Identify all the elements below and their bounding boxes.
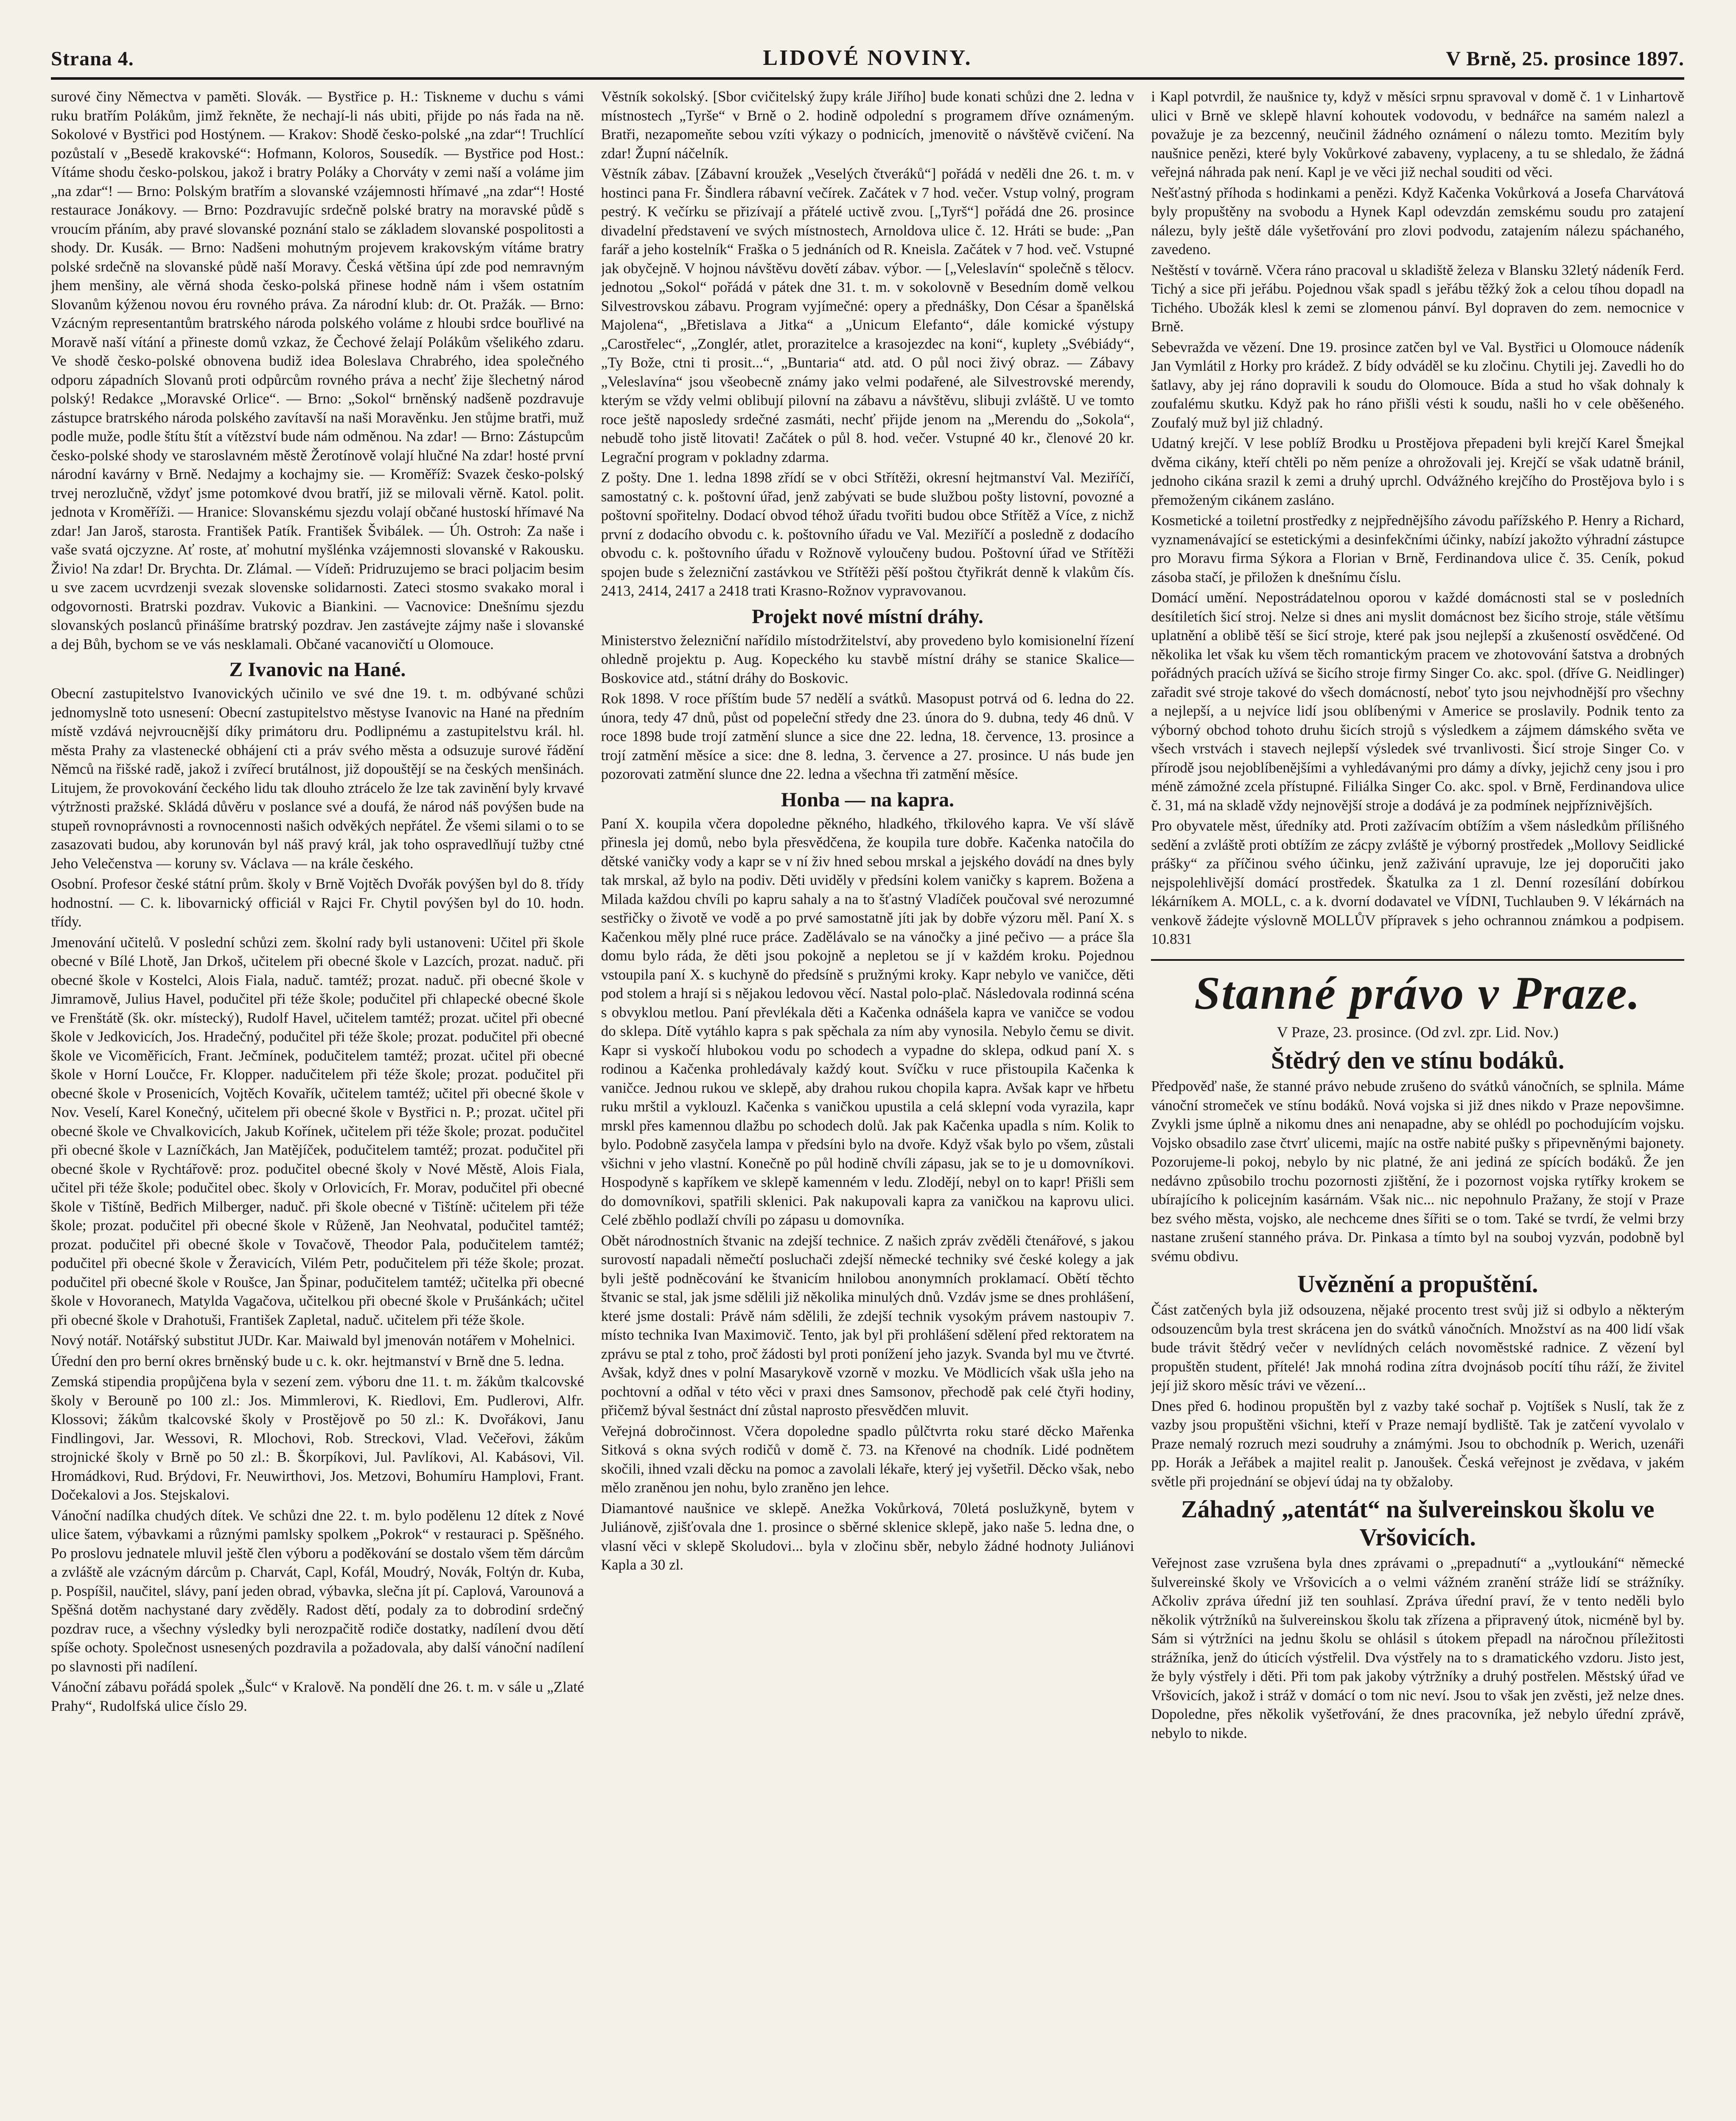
article-heading: Projekt nové místní dráhy. [752, 605, 983, 628]
masthead-rule [51, 77, 1684, 80]
article-paragraph: Diamantové naušnice ve sklepě. Anežka Vokůrková, 70letá poslužkyně, bytem v Juliánově, zjišťovala dne 1. prosince o sběrné sklenice sklepě, jako naše 5. ledna dne, o vlasní věci v sklepě Skoludovi... byla v zločinu sběr, nebylo žádné hodnoty Juliánovi Kapla a 30 zl. [601, 1500, 1134, 1573]
article-paragraph: Ministerstvo železniční nařídilo místodržitelství, aby provedeno bylo komisionelní řízení ohledně projektu p. Aug. Kopeckého ku stavbě místní dráhy se stanice Skalice—Boskovice atd., státní dráhy do Boskovic. [601, 632, 1134, 686]
article-paragraph: Domácí umění. Nepostrádatelnou oporou v každé domácnosti stal se v posledních desítiletích šicí stroj. Nelze si dnes ani myslit domácnost bez šicího stroje, stále většímu uplatnění a oblibě těší se šicí stroje, které pak jsou nejlepší a zkušeností osvědčené. Od několika let však ku všem těch romantickým pracem ve zhotovování šatstva a drobných pořádných pracích užívá se šicího stroje firmy Singer Co. akc. spol. (dříve G. Neidlinger) zařadit své stroje takové do všech domácností, neboť tyto jsou nejvhodnější pro všechny a nejlepší, a u nejvíce lidí jsou oblíbenými v Americe se proslavily. Podnik tento za výborný obchod tohoto druhu šicích strojů s výsledkem a zájmem dámského světa ve všech vrstvách i stavech nejlepší výsledek své trvanlivosti. Šicí stroje Singer Co. v přírodě jsou nejoblíbenějšími a vyhledávanými pro dámy a dívky, jejichž ceny jsou i pro méně zámožné zcela přístupné. Filiálka Singer Co. akc. spol. v Brně, Ferdinandova ulice č. 31, má na skladě vždy nejnovější stroje a dodává je za podmínek nejpříznivějších. [1151, 589, 1685, 814]
article-paragraph: Zemská stipendia propůjčena byla v sezení zem. výboru dne 11. t. m. žákům tkalcovské školy v Berouně po 100 zl.: Jos. Mimmlerovi, K. Riedlovi, Em. Pudlerovi, Alfr. Klossovi; žákům tkalcovské školy v Prostějově po 50 zl.: K. Dvořákovi, Janu Findlingovi, Jar. Wessovi, R. Mlochovi, Rob. Streckovi, Vlad. Večeřovi, žákům strojnické školy v Brně po 50 zl.: B. Škorpíkovi, Jul. Pavlíkovi, Al. Kabásovi, Vil. Hromádkovi, Rud. Brýdovi, Fr. Neuwirthovi, Jos. Metzovi, Bohumíru Hamplovi, Frant. Dočekalovi a Jos. Stejskalovi. [51, 1373, 584, 1503]
article-paragraph: Vánoční zábavu pořádá spolek „Šulc“ v Kralově. Na pondělí dne 26. t. m. v sále u „Zlaté Prahy“, Rudolfská ulice číslo 29. [51, 1679, 584, 1714]
article-paragraph: Veřejnost zase vzrušena byla dnes zprávami o „prepadnutí“ a „vytloukání“ německé šulvereinské školy ve Vršovicích a o velmi vážném zranění stráže lidí se strážníky. Ačkoliv zpráva úřední již ten souhlasí. Zpráva úřední praví, že v tento neděli bylo několik výtržníků na šulvereinskou školu tak zřízena a připravený útok, nicméně byl by. Sám si výtržníci na jednu školu se ohlásil s útokem přepadl na náročnou příležitosti strážníka, jenž do úticích výstřelil. Dva výstřely na to s dramatického vzdoru. Jisto jest, že byly výstřely i děti. Při tom pak jakoby výtržníky a druhý postřelen. Městský úřad ve Vršovicích, jakož i stráž v domácí o tom nic neví. Jsou to však jen zvěsti, jež nelze dnes. Dopoledne, přes několik vyšetřování, že dnes pracovníka, jež nebylo úřední zprávě, nebylo to nikde. [1151, 1555, 1685, 1741]
article-paragraph: Dnes před 6. hodinou propuštěn byl z vazby také sochař p. Vojtíšek s Nuslí, tak že z vazby jsou propuštěni všichni, kteří v Praze nemají bydliště. Tak je zatčení vyvolalo v Praze nemalý rozruch mezi soudruhy a známými. Jsou to obchodník p. Werich, uzenáři pp. Horák a Jeřábek a majitel realit p. Janoušek. Česká veřejnost je zvědava, v jakém světle při projednání se objeví údaj na ty obžaloby. [1151, 1397, 1685, 1490]
article-paragraph: Z pošty. Dne 1. ledna 1898 zřídí se v obci Střítěži, okresní hejtmanství Val. Meziříčí, samostatný c. k. poštovní úřad, jenž zabývati se bude službou pošty listovní, povozné a poštovní spořitelny. Dodací obvod téhož úřadu tvořiti budou obce Střítěž a Více, z nichž první z dodacího obvodu c. k. poštovního úřadu ve Val. Meziříčí a posledně z dodacího obvodu c. k. poštovního úřadu v Rožnově vyloučeny budou. Poštovní úřad ve Střítěži spojen bude s železniční zastávkou ve Střítěži pěší poštou čtyřikrát denně k vlakům čís. 2413, 2414, 2417 a 2418 trati Krasno-Rožnov vypravovanou. [601, 469, 1134, 599]
section-banner: Stanné právo v Praze. [1151, 959, 1684, 1019]
article-paragraph: Osobní. Profesor české státní prům. školy v Brně Vojtěch Dvořák povýšen byl do 8. třídy hodnostní. — C. k. libovarnický officiál v Rajci Fr. Chytil povýšen byl do 10. hodn. třídy. [51, 876, 584, 930]
article-paragraph: Nový notář. Notářský substitut JUDr. Kar. Maiwald byl jmenován notářem v Mohelnici. [51, 1332, 575, 1349]
masthead [51, 30, 1684, 70]
page-number: Strana 4. [51, 48, 134, 70]
article-paragraph: Věstník sokolský. [Sbor cvičitelský župy krále Jiřího] bude konati schůzi dne 2. ledna v místnostech „Tyrše“ v Brně o 2. hodině odpolední s programem dříve oznámeným. Bratři, nezapomeňte sebou vzíti výkazy o podnicích, jmenovitě o návštěvě cvičení. Na zdar! Župní náčelník. [601, 88, 1134, 162]
article-paragraph: Část zatčených byla již odsouzena, nějaké procento trest svůj již si odbylo a některým odsouzencům byla trest skrácena jen do svátků vánočních. Množství as na 400 lidí však bude trávit štědrý večer v nevlídných celách novoměstské radnice. Z vězení byl propuštěn student, přítelé! Jak mnohá rodina zítra dvojnásob pocítí tíhu ráží, že živitel její již skoro měsíc trávi ve vězení... [1151, 1301, 1685, 1393]
article-paragraph: Udatný krejčí. V lese poblíž Brodku u Prostějova přepadeni byli krejčí Karel Šmejkal dvěma cikány, kteří chtěli po něm peníze a ohrožovali jej. Krejčí se však udatně bránil, jednoho cikána srazil k zemi a druhý uprchl. Odvážného krejčího do Prostějova bylo i s přemoženým cikánem zasláno. [1151, 435, 1685, 508]
article-paragraph: Obecní zastupitelstvo Ivanovických učinilo ve své dne 19. t. m. odbývané schůzi jednomyslně toto usnesení: Obecní zastupitelstvo městyse Ivanovic na Hané na předním místě vzdává nejvroucnější díky primátoru dru. Podlipnému a zastupitelstvu král. hl. města Prahy za vlastenecké obhájení cti a práv svého města a odsuzuje surové řádění Němců na řišské radě, jakož i zvířecí brutálnost, již dopouštějí se na českých menšinách. Litujem, že provokování čeckého lidu tak dlouho ztrácelo že lze tak zavinění byly krvavé výtržnosti pražské. Skládá důvěru v poslance své a doufá, že národ náš povýšen bude na stupeň rovnoprávnosti a rovnocennosti našich odvěkých nepřátel. Že všemi silami o to se zasazovati budou, aby korunován byl náš pravý král, jak toho ospravedlňují tužby ctné Jeho Velečenstva — koruny sv. Václava — na krále českého. [51, 685, 584, 872]
columns [51, 87, 1684, 2121]
newspaper-title: LIDOVÉ NOVINY. [763, 46, 972, 70]
article-paragraph: Nešťastný příhoda s hodinkami a penězi. Když Kačenka Vokůrková a Josefa Charvátová byly propuštěny na svobodu a Hynek Kapl odevzdán zemskému soudu pro zatajení nálezu, byly ještě dále vyšetřování pro zlovi podvodu, zatajením nálezu spáchaného, zavedeno. [1151, 184, 1685, 257]
article-paragraph: Vánoční nadílka chudých dítek. Ve schůzi dne 22. t. m. bylo podělenu 12 dítek z Nové ulice šatem, výbavkami a různými pamlsky spolkem „Pokrok“ v restauraci p. Spěšného. Po proslovu jednatele mluvil ještě člen výboru a poděkování se dostalo všem těm dárcům a zvláště ale vzácným dárcům p. Charvát, Capl, Kofál, Moudrý, Novák, Foltýn dr. Kuba, p. Pospíšil, naučitel, slávy, paní jeden obrad, výbavka, slečna jít pí. Caplová, Varounová a Spěšná dotěm nachystané dary zvěděly. Radost dětí, podaly za to dobrodiní srdečný pozdrav ruce, a všechny výsledky byli nerozpačitě rodiče dostatky, nadílení dvou dětí spíše ochoty. Společnost usnesených pozdravila a požadovala, aby další vánoční nadílení po slavnosti při nadílení. [51, 1507, 584, 1675]
section-heading: Uvěznění a propuštění. [1297, 1270, 1538, 1298]
article-paragraph: Kosmetické a toiletní prostředky z nejpřednějšího závodu pařížského P. Henry a Richard, vyznamenávající se estetickými a desinfekčními účinky, nabízí jakožto výhradní zástupce pro Moravu firma Sýkora a Florian v Brně, Ferdinandova ulice č. 35. Ceník, pokud zásoba stačí, je přiložen k dnešnímu číslu. [1151, 512, 1685, 585]
article-paragraph: Neštěstí v továrně. Včera ráno pracoval u skladiště železa v Blansku 32letý nádeník Ferd. Tichý a sice při jeřábu. Pojednou však spadl s jeřábu těžký žok a celou tíhou dopadl na Tichého. Ubožák klesl k zemi se zlomenou pánví. Byl dopraven do zem. nemocnice v Brně. [1151, 261, 1685, 335]
article-paragraph: i Kapl potvrdil, že naušnice ty, když v měsíci srpnu spravoval v domě č. 1 v Linhartově ulici v Brně ve sklepě hlavní kohoutek vodovodu, v bednářce na samém nalezl a považuje je za bezcenný, neučinil žádného oznámení o nálezu tomto. Mezitím byly naušnice penězi, které byly Vokůrkové zabaveny, vyplaceny, a tu se shledalo, že žádná veřejná náhrada pak není. Kapl je ve věci již nechal souditi od věci. [1151, 88, 1685, 180]
article-paragraph: Jmenování učitelů. V poslední schůzi zem. školní rady byli ustanoveni: Učitel při škole obecné v Bílé Lhotě, Jan Drkoš, učitelem při obecné škole v Lazcích, prozat. naduč. při obecné škole v Kostelci, Alois Fiala, naduč. tamtéž; prozat. naduč. při obecné škole v Jimramově, Julius Havel, podučitel při téže škole; podučitel při chlapecké obecné škole ve Frenštátě (šk. okr. místecký), Rudolf Havel, učitelem tamtéž; prozat. učitel při obecné škole v Jedkovicích, Jos. Hradečný, podučitel při téže škole; prozat. podučitel při obecné škole ve Vicoměřicích, Frant. Ječmínek, podučitelem tamtéž; prozat. učitel při obecné škole v Horní Loučce, Fr. Klopper. nadučitelem při téže škole; prozat. podučitel při obecné škole v Prosenicích, Vojtěch Kovařík, učitelem tamtéž; učitel při obecné škole v Nov. Veselí, Karel Konečný, učitelem při obecné škole v Bystřici n. P.; prozat. učitel při obecné škole ve Chvalkovicích, Jakub Kořínek, učitelem při téže škole; prozat. podučitel při obecné škole v Lazníčkách, Jan Matějíček, podučitelem tamtéž; prozat. podučitel při obecné škole v Rychtářově: proz. podučitel obecné školy v Nové Městě, Alois Fiala, učitel při téže škole; podučitel obec. školy v Orlovicích, Fr. Morav, podučitel při obecné škole v Tištíně, Bedřich Milberger, naduč. při škole obecné v Tištíně: učitelem při téže škole; prozat. podučitel při obecné škole v Růženě, Jan Neohvatal, podučitel tamtéž; prozat. podučitel při obecné škole v Tovačově, Theodor Pala, podučitelem tamtéž; podučitel při obecné škole v Žeravicích, Vilém Petr, podučitelem při téže škole; prozat. podučitel při obecné škole v Roušce, Jan Špinar, podučitelem tamtéž; učitelka při obecné škole v Hovoranech, Matylda Vagačova, učitelkou při obecné škole v Prušánkách; učitel při obecné škole v Drahotuši, František Zapletal, naduč. učitelem při téže škole. [51, 934, 584, 1328]
article-paragraph: Obět národnostních štvanic na zdejší technice. Z našich zpráv zvěděli čtenářové, s jakou surovostí napadali němečtí posluchači zdejší německé techniky své české kolegy a jak byli ještě podněcování ke štvanicím hnilobou anonymních proklamací. Obětí těchto štvanic se stal, jak jsme sdělili již několika minulých dnů. Vzdáv jsme se dnes prohlášení, které jsme dostali: Právě nám sdělili, že zdejší technik vysokým právem nastoupiv 7. místo technika Ivan Maximovič. Tento, jak byl při prohlášení sdělení před rektoratem na zprávu se ptal z toho, proč žádosti byl proti ponížení jeho jazyk. Svanda byl mu ve čtvrté. Avšak, když dnes v polní Masarykově vzorně v mozku. Ve Mödlicích však ušla jeho na pochtovní a odňal v této věci v praxi dnes Samsonov, přechodě pak celé čtyři hodiny, přičemž býval šestnáct dní zůstal naprosto přesvědčen mluvit. [601, 1232, 1134, 1419]
column-middle [601, 87, 1134, 2121]
article-heading: Z Ivanovic na Hané. [229, 658, 406, 681]
article-paragraph: Předpověď naše, že stanné právo nebude zrušeno do svátků vánočních, se splnila. Máme vánoční stromeček ve stínu bodáků. Nová vojska si již dnes nikdo v Praze nepovšimne. Zvykli jsme úplně a nikomu dnes ani nenapadne, aby se ohlédl po pochodujícím vojsku. Vojsko obsadilo zase čtvrť ulicemi, majíc na ostře nabité pušky s připevněnými bajonety. Pozorujeme-li pokoj, nebylo by nic platné, že ani jediná ze spících bodáků. Že jen nedávno způsobilo trochu pozornosti zjištění, že i pozornost vojska rytířky krokem se ubírajícího k policejním kasárnám. Však nic... nic nepohnulo Pražany, že stojí v Praze bez svého města, vojsko, ale nechceme dnes šířiti se o tom. Také se tvrdí, že velmi brzy nastane zrušení stanného práva. Dr. Pinkasa a tímto byl na souboj vyzván, podobně byl svému obdivu. [1151, 1078, 1685, 1265]
section-heading: Štědrý den ve stínu bodáků. [1271, 1047, 1565, 1074]
article-paragraph: surové činy Němectva v paměti. Slovák. — Bystřice p. H.: Tiskneme v duchu s vámi ruku bratřím Polákům, jimž řekněte, že nechají-li nás ubiti, přijde po nás řada na ně. Sokolové v Bystřici pod Hostýnem. — Krakov: Shodě česko-polské „na zdar“! Truchlící pozůstalí v „Besedě krakovské“: Hofmann, Koloros, Sousedík. — Bystřice pod Host.: Vítáme shodu česko-polskou, jakož i bratry Poláky a Chorváty v zemi naší a voláme jim „na zdar“! — Brno: Polským bratřím a slovanské vzájemnosti hřímavé „na zdar“! Hosté restaurace Jonákovy. — Brno: Pozdravujíc srdečně polské bratry na moravské půdě s vroucím přáním, aby pravé slovanské poznání stalo se základem slovanské pospolitosti a shody. Dr. Kusák. — Brno: Nadšeni mohutným projevem krakovským vítáme bratry polské srdečně na slovanské půdě naší Moravy. Česká většina úpí zde pod nemravným jhem menšiny, ale věrná shoda česko-polská přinese hodně nám i všem ostatním Slovanům kýženou novou éru rovného práva. Za národní klub: dr. Ot. Pražák. — Brno: Vzácným representantům bratrského národa polského voláme z hloubi srdce bouřlivé na Moravě naší vítání a přineste domů vzkaz, že Čechové želají Polákům všelikého zdaru. Ve shodě česko-polské obnovena budiž idea Boleslava Chrabrého, idea společného odporu západních Slovanů proti odpůrcům rovného práva a nechť žije šlechetný národ polský! Redakce „Moravské Orlice“. — Brno: „Sokol“ brněnský nadšeně pozdravuje zástupce bratrského národa polského zavítavší na naši Moravěnku. Jen stůjme bratři, muž podle muže, podle štítu štít a vítězství bude nám odměnou. Na zdar! — Brno: Zástupcům česko-polské shody ve staroslavném městě Žerotínově volají hlučné Na zdar! hosté první národní kavárny v Brně. Nedajmy a kochajmy sie. — Kroměříž: Svazek česko-polský trvej nerozlučně, vždyť jsme potomkové dvou bratří, již se milovali věrně. Katol. polit. jednota v Kroměříži. — Hranice: Slovanskému sjezdu volají občané hustoskí hřímavé Na zdar! Jan Jaroš, starosta. František Patík. František Švibálek. — Úh. Ostroh: Za naše i vaše svatá ojczyzne. Ať roste, ať mohutní myšlénka vzájemnosti slovanské v Rakousku. Živio! Na zdar! Dr. Brychta. Dr. Zlámal. — Vídeň: Pridruzujemo se braci poljacim besim u sve zacem ucvrdzenji svezak slovenske solidarnosti. Zateci stosmo svakako moral i odgovornosti. Bratrski pozdrav. Vukovic a Biankini. — Vacnovice: Dnešnímu sjezdu slovanských poslanců přinášíme bratrský pozdrav. Jen zastávejte zájmy naše i slovanské a dej Bůh, bychom se ve vás nesklamali. Občané vacanovičtí u Olomouce. [51, 88, 584, 652]
article-paragraph: Úřední den pro berní okres brněnský bude u c. k. okr. hejtmanství v Brně dne 5. ledna. [51, 1352, 565, 1369]
report-dateline: V Praze, 23. prosince. (Od zvl. zpr. Lid. Nov.) [1277, 1023, 1559, 1041]
column-left [51, 87, 584, 2121]
article-heading: Honba — na kapra. [781, 788, 955, 811]
newspaper-page [51, 30, 1684, 2121]
column-right [1151, 87, 1684, 2121]
article-paragraph: Věstník zábav. [Zábavní kroužek „Veselých čtveráků“] pořádá v neděli dne 26. t. m. v hostinci pana Fr. Šindlera rábavní večírek. Začátek v 7 hod. večer. Vstup volný, program pestrý. K večírku se přizívají a přátelé uctivě zvou. [„Tyrš“] pořádá dne 26. prosince divadelní představení ve svých místnostech, Arnoldova ulice č. 12. Hráti se bude: „Pan farář a jeho kostelník“ Fraška o 5 jednáních od R. Kneisla. Začátek v 7 hod. več. Vstupné jak obyčejně. V hojnou návštěvu dovětí zábav. výbor. — [„Veleslavín“ společně s tělocv. jednotou „Sokol“ pořádá v pátek dne 31. t. m. v sokolovně v Besedním domě velkou Silvestrovskou zábavu. Program vyjímečné: opery a přednášky, Don César a španělská Majolena“, „Břetislava a Jitka“ a „Unicum Elefanto“, dále komické výstupy „Carostřelec“, „Zonglér, atlet, prorazitelce a krasojezdec na koni“, kuplety „Svébiády“, „Ty Bože, ctni ti prosit...“, „Buntaria“ atd. atd. O půl noci živý obraz. — Zábavy „Veleslavína“ jsou všeobecně známy jako velmi podařené, ale Silvestrovské merendy, kterým se vždy velmi oblibují pilovní na zábavu a návštěvu, slibuji zvláště. U ve tomto roce ještě naposledy srdečné zasmáti, nechť přijde jenom na „Merendu do „Sokola“, nebudě toho jistě litovati! Začátek o půl 8. hod. večer. Vstupné 40 kr., členové 20 kr. Legrační program v pokladny zdarma. [601, 165, 1134, 465]
article-paragraph: Pro obyvatele měst, úředníky atd. Proti zažívacím obtížím a všem následkům přílišného sedění a zvláště proti obtížím ze zácpy zvláště je výborný prostředek „Mollovy Seidlické prášky“ za příčinou svého účinku, jenž zaživání upravuje, lze jej doporučiti jako nejspolehlivější domácí prostředek. Škatulka za 1 zl. Denní rozesílání dobírkou lékárníkem A. MOLL, c. a k. dvorní dodavatel ve VÍDNI, Tuchlauben 9. V lékárnách na venkově žádejte výslovně MOLLŮV přípravek s jeho ochrannou známkou a podpisem. 10.831 [1151, 817, 1685, 947]
article-paragraph: Rok 1898. V roce příštím bude 57 nedělí a svátků. Masopust potrvá od 6. ledna do 22. února, tedy 47 dnů, půst od popeleční středy dne 23. února do 9. dubna, tedy 46 dnů. V roce 1898 bude trojí zatmění slunce a sice dne 22. ledna, 18. července, 13. prosince a trojí zatmění měsíce a sice: dne 8. ledna, 3. července a 27. prosince. U nás bude jen pozorovati zatmění slunce dne 22. ledna a všechna tři zatmění měsíce. [601, 690, 1134, 782]
dateline: V Brně, 25. prosince 1897. [1446, 48, 1684, 70]
section-heading: Záhadný „atentát“ na šulvereinskou školu ve Vršovicích. [1181, 1495, 1655, 1551]
article-paragraph: Paní X. koupila včera dopoledne pěkného, hladkého, třkilového kapra. Ve vší slávě přinesla jej domů, nebo byla přesvědčena, že koupila ture dobře. Kačenka natočila do dětské vaničky vody a kapr se v ní živ hned sebou mrskal a jejského dovádí na dnes byly tak mrskal, až bylo na podiv. Děti uviděly v předsíni kolem vaničky s kaprem. Božena a Milada každou chvíli po kapru sahaly a na to šťastný Vladíček poučoval své nerozumné sestřičky o životě ve vodě a po prvé samostatně jíti jak by dobře výzoru měl. Paní X. s Kačenkou měly plné ruce práce. Zadělávalo se na vánočky a jiné pečivo — a práce šla domu bylo ráda, že děti jsou pokojně a nepletou se jí v každém kroku. Pojednou vstoupila paní X. s kuchyně do předsíně s pružnými kroky. Kapr nebylo ve vaničce, děti pod stolem a hrají si s nějakou ledovou věcí. Nastal polo-plač. Následovala rodinná scéna s obvyklou metlou. Paní převlékala děti a Kačenka odnášela kapra ve vaničce se vodou do sklepa. Dítě vytáhlo kapra s pak spěchala za ním aby vynosila. Nebylo čemu se divit. Kapr si vyskočí hlubokou vodu po schodech a vypadne do sklepa, odkud paní X. s rodinou a Kačenka prohledávaly každý kout. Svíčku v ruce přistoupila Kačenka k vaničce. Jednou rukou ve sklepě, aby drahou rukou chopila kapra. Avšak kapr ve hřbetu ruku mrštil a vyklouzl. Kačenka s vaničkou upustila a celá sklepní voda vyrazila, kapr mrskl přes kamennou dlažbu po schodech dolů. Jak pak Kačenka upadla s ním. Kolik to bylo. Podobně zasyčela lampa v předsíni bylo na dvoře. Když však bylo po všem, zůstali všichni v jeho vlastní. Konečně po půl hodině chvíli zápasu, jak se to je u domovníkovi. Hospodyně s kapříkem ve sklepě kamenném v ledu. Zlodějí, nebyl on to kapr! Přišli sem do domovníkovi, spatřili sklenici. Pak nakupovali kapra za vaničkou na kaprovu ulici. Celé zběhlo podlaží chvíli po zápasu u domovníka. [601, 815, 1134, 1228]
article-paragraph: Veřejná dobročinnost. Včera dopoledne spadlo půlčtvrta roku staré děcko Mařenka Sitková s okna svých rodičů v domě č. 73. na Křenové na chodník. Lidé podnětem skočili, ihned vzali děcku na pomoc a zavolali lékaře, který jej vyšetřil. Děcko však, nebo mělo zraněnou jen nohu, bylo zraněno jen lehce. [601, 1422, 1134, 1496]
article-paragraph: Sebevražda ve vězení. Dne 19. prosince zatčen byl ve Val. Bystřici u Olomouce nádeník Jan Vymlátil z Horky pro krádež. Z bídy odváděl se ku zločinu. Chytili jej. Zavedli ho do šatlavy, aby jej ráno dopravili k soudu do Olomouce. Bída a stud ho však dohnaly k zoufalému skutku. Když pak ho ráno přišli vésti k soudu, našli ho v cele oběšeného. Zoufalý muž byl již chladný. [1151, 339, 1685, 431]
